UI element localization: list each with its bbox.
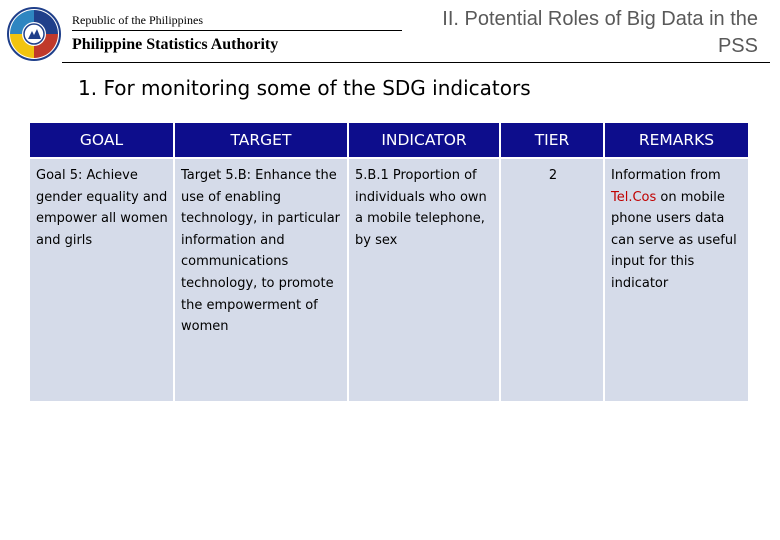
column-header-tier: TIER (500, 123, 604, 158)
title-divider (62, 62, 770, 63)
column-header-goal: GOAL (30, 123, 174, 158)
target-cell: Target 5.B: Enhance the use of enabling technology, in particular information and communications technology, to promote the empowerment of women (174, 158, 348, 401)
table-row (30, 158, 748, 401)
column-header-target: TARGET (174, 123, 348, 158)
agency-name: Philippine Statistics Authority (72, 36, 279, 53)
telcos-highlight: Tel.Cos (611, 189, 657, 205)
column-header-remarks: REMARKS (604, 123, 748, 158)
table-header-row (30, 123, 748, 158)
tier-cell: 2 (500, 158, 604, 401)
section-heading: 1. For monitoring some of the SDG indicators (78, 76, 531, 100)
column-header-indicator: INDICATOR (348, 123, 500, 158)
remarks-text-end: on mobile phone users data can serve as useful input for this indicator (611, 189, 737, 291)
sdg-indicator-table (30, 123, 748, 401)
indicator-cell: 5.B.1 Proportion of individuals who own a mobile telephone, by sex (348, 158, 500, 401)
goal-cell: Goal 5: Achieve gender equality and empower all women and girls (30, 158, 174, 401)
psa-seal-logo-icon (6, 6, 62, 62)
slide-title: II. Potential Roles of Big Data in the PSS (442, 8, 758, 57)
header-divider (72, 30, 402, 31)
remarks-cell (604, 158, 748, 401)
republic-label: Republic of the Philippines (72, 13, 203, 27)
remarks-text-start: Information from (611, 168, 721, 183)
